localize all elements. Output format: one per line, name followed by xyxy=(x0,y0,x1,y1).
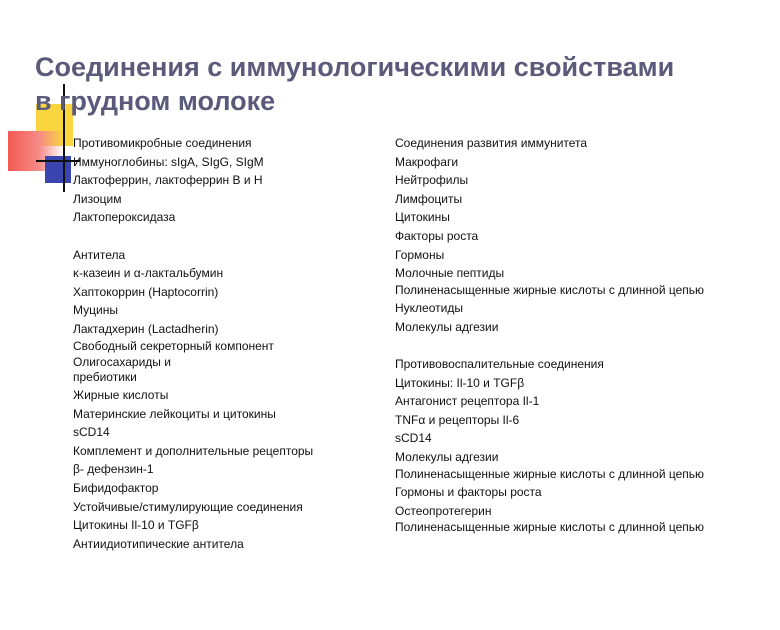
list-item: Антагонист рецептора Il-1 xyxy=(395,394,540,409)
list-item: Муцины xyxy=(73,303,118,318)
list-item: β- дефензин-1 xyxy=(73,462,154,477)
list-item: Антитела xyxy=(73,247,126,262)
list-item: Лизоцим xyxy=(73,191,122,206)
list-item: Остеопротегерин xyxy=(395,503,492,518)
list-item: Свободный секреторный компонент xyxy=(73,338,274,353)
list-item: κ-казеин и α-лактальбумин xyxy=(73,266,224,281)
group-spacer xyxy=(73,227,363,246)
list-item: Полиненасыщенные жирные кислоты с длинной цепью xyxy=(395,466,705,481)
slide-title-line-1: Соединения с иммунологическими свойствами xyxy=(35,52,675,82)
list-item: Полиненасыщенные жирные кислоты с длинной цепью xyxy=(395,520,705,535)
list-item: Антиидиотипические антитела xyxy=(73,536,244,551)
list-item: Противовоспалительные соединения xyxy=(395,357,604,372)
list-item: Лактопероксидаза xyxy=(73,210,176,225)
list-item: Цитокины Il-10 и TGFβ xyxy=(73,518,199,533)
list-item: Материнские лейкоциты и цитокины xyxy=(73,406,276,421)
list-item: Хаптокоррин (Haptocorrin) xyxy=(73,284,219,299)
list-item: Соединения развития иммунитета xyxy=(395,136,588,150)
list-item: Лимфоциты xyxy=(395,191,463,206)
list-item: Цитокины xyxy=(395,210,450,225)
list-item: Комплемент и дополнительные рецепторы xyxy=(73,443,314,458)
list-item: Гормоны и факторы роста xyxy=(395,485,542,500)
list-item: Макрофаги xyxy=(395,154,459,169)
list-item: Нейтрофилы xyxy=(395,173,469,188)
list-item: Молочные пептиды xyxy=(395,266,505,281)
list-item: Бифидофактор xyxy=(73,481,159,495)
list-item: Молекулы адгезии xyxy=(395,319,499,334)
list-item: Цитокины: Il-10 и TGFβ xyxy=(395,375,525,390)
list-item: Иммуноглобины: sIgA, SIgG, SIgM xyxy=(73,154,264,169)
slide-title xyxy=(35,50,775,118)
list-item: Жирные кислоты xyxy=(73,388,169,403)
list-item: Нуклеотиды xyxy=(395,301,463,316)
list-item: sCD14 xyxy=(73,425,110,440)
slide-title-line-2: в грудном молоке xyxy=(35,86,276,116)
group-spacer xyxy=(395,336,730,355)
list-item: Противомикробные соединения xyxy=(73,136,252,150)
list-item: sCD14 xyxy=(395,431,432,446)
list-item: Молекулы адгезии xyxy=(395,450,499,464)
left-column xyxy=(73,134,363,553)
list-item: Лактоферрин, лактоферрин B и H xyxy=(73,173,263,188)
list-item: Факторы роста xyxy=(395,228,479,243)
list-item: TNFα и рецепторы Il-6 xyxy=(395,412,520,427)
list-item: Олигосахариды и пребиотики xyxy=(73,355,171,384)
list-item: Лактадхерин (Lactadherin) xyxy=(73,321,219,336)
list-item: Гормоны xyxy=(395,247,445,262)
right-column xyxy=(395,134,730,537)
list-item: Устойчивые/стимулирующие соединения xyxy=(73,499,303,514)
list-item: Полиненасыщенные жирные кислоты с длинной цепью xyxy=(395,282,705,297)
